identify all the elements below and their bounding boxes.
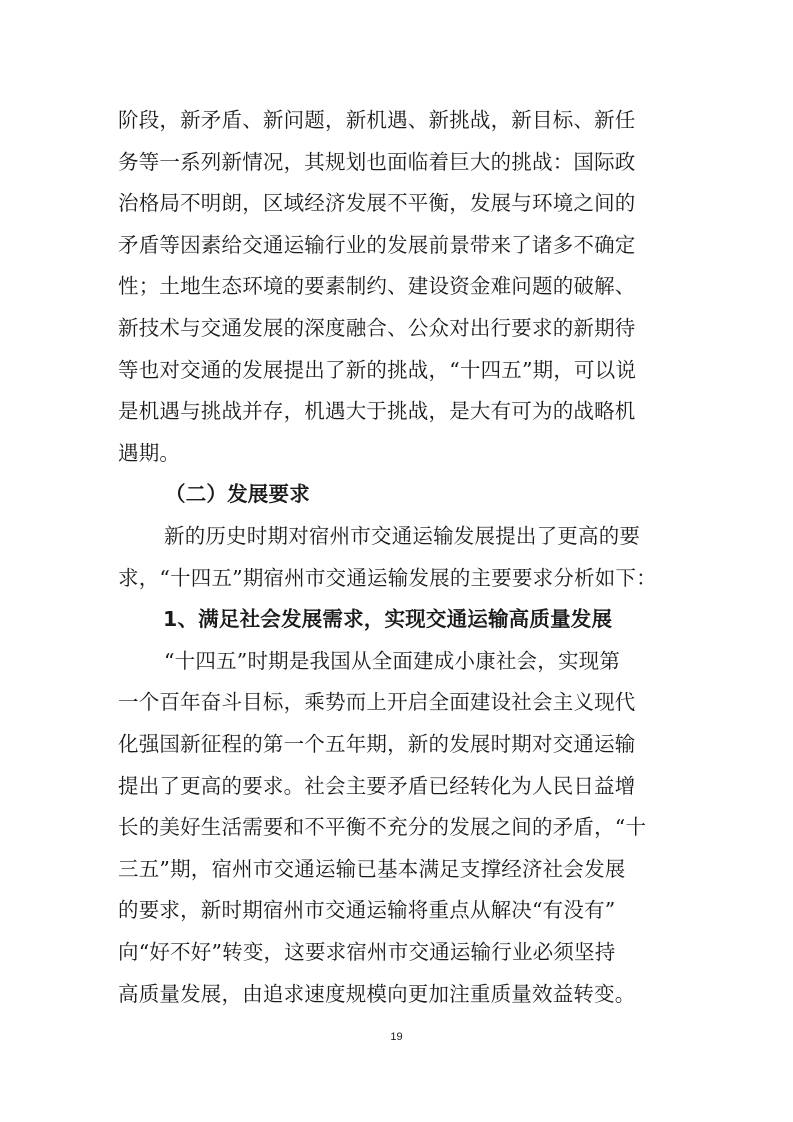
body-text-line: 的要求，新时期宿州市交通运输将重点从解决“有没有”	[118, 898, 616, 923]
body-text-line: 三五”期，宿州市交通运输已基本满足支撑经济社会发展	[118, 856, 626, 881]
body-text-line: 是机遇与挑战并存，机遇大于挑战，是大有可为的战略机	[118, 399, 636, 424]
body-text-line: 提出了更高的要求。社会主要矛盾已经转化为人民日益增	[118, 773, 636, 798]
body-text-line: 新技术与交通发展的深度融合、公众对出行要求的新期待	[118, 316, 636, 340]
body-text-line: 化强国新征程的第一个五年期，新的发展时期对交通运输	[118, 732, 636, 756]
body-text-line: 长的美好生活需要和不平衡不充分的发展之间的矛盾，“十	[118, 815, 647, 840]
body-text-line: 遇期。	[118, 440, 181, 465]
body-text-line: 务等一系列新情况，其规划也面临着巨大的挑战：国际政	[118, 149, 636, 174]
section-heading: （二）发展要求	[165, 482, 310, 507]
subsection-heading: 1、满足社会发展需求，实现交通运输高质量发展	[163, 607, 613, 632]
body-text-line: 性；土地生态环境的要素制约、建设资金难问题的破解、	[118, 274, 636, 299]
body-text-line: 新的历史时期对宿州市交通运输发展提出了更高的要	[164, 524, 641, 548]
body-text-line: 治格局不明朗，区域经济发展不平衡，发展与环境之间的	[118, 191, 636, 216]
page-number: 19	[390, 1031, 403, 1044]
body-text-line: 向“好不好”转变，这要求宿州市交通运输行业必须坚持	[118, 940, 616, 964]
body-text-line: 高质量发展，由追求速度规模向更加注重质量效益转变。	[118, 981, 636, 1006]
body-text-line: 阶段，新矛盾、新问题，新机遇、新挑战，新目标、新任	[118, 108, 636, 132]
body-text-line: 求，“十四五”期宿州市交通运输发展的主要要求分析如下：	[118, 565, 657, 590]
body-text-line: “十四五”时期是我国从全面建成小康社会，实现第	[164, 648, 621, 673]
body-text-line: 矛盾等因素给交通运输行业的发展前景带来了诸多不确定	[118, 232, 636, 257]
body-text-line: 等也对交通的发展提出了新的挑战，“十四五”期，可以说	[118, 357, 637, 382]
body-text-line: 一个百年奋斗目标，乘势而上开启全面建设社会主义现代	[118, 690, 636, 715]
